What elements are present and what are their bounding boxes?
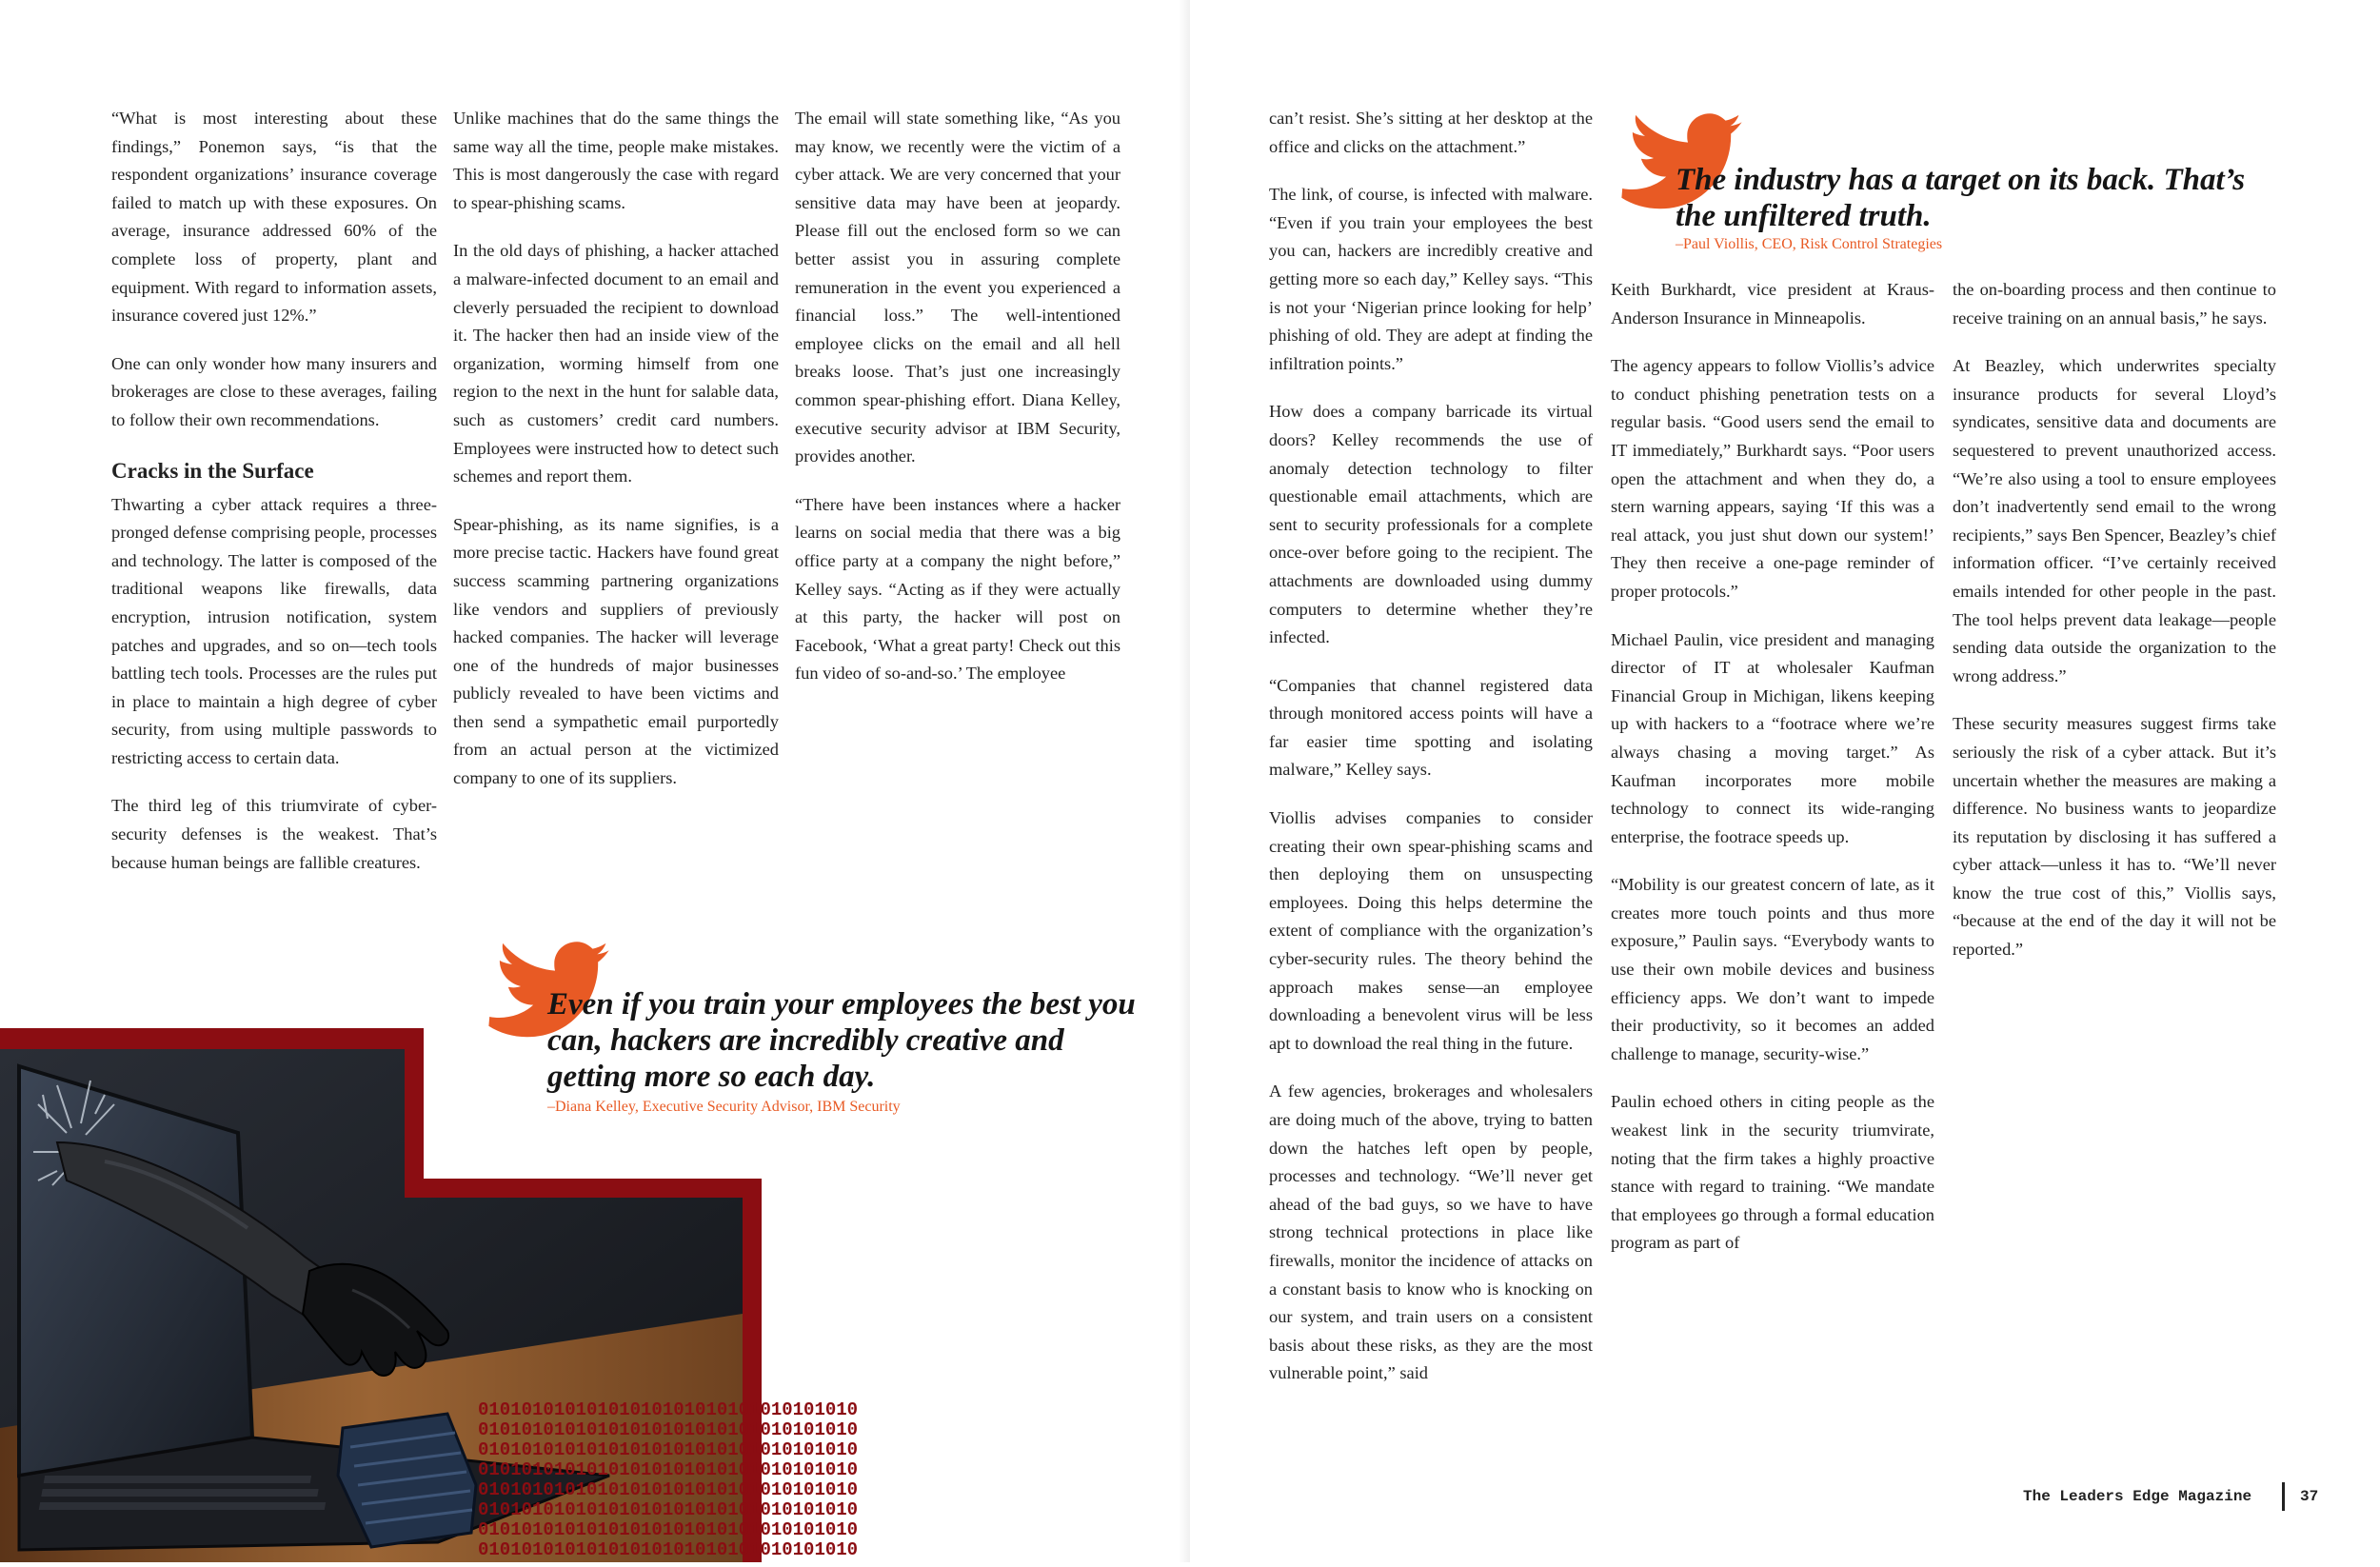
paragraph: Spear-phishing, as its name signifies, is a more precise tactic. Hackers have found great success scamming partnering organizations like vendors and suppliers of previously hacked companies. The hacker will leverage one of the hundreds of major businesses publicly revealed to have been victims and then send a sympathetic email purportedly from an actual person at the victimized company to one of its suppliers. [453, 514, 779, 788]
paragraph: At Beazley, which underwrites specialty insurance products for several Lloyd’s syndicates, sensitive data and documents are sequestered to prevent unauthorized access. “We’re also using a tool to ensure employees don’t inadvertently send email to the wrong recipients,” says Ben Spencer, Beazley’s chief information officer. “I’ve certainly received emails intended for other people in the past. The tool helps prevent data leakage—people sending data outside the organization to the wrong address.” [1953, 356, 2276, 685]
paragraph: can’t resist. She’s sitting at her desktop at the office and clicks on the attachment.” [1269, 109, 1593, 156]
left-page [0, 0, 1190, 1562]
svg-text:010101010101010101010101010101: 01010101010101010101010101010101010 [478, 1419, 859, 1440]
laptop-keyboard [39, 1476, 326, 1510]
paragraph: The third leg of this triumvirate of cyber-security defenses is the weakest. That’s because human beings are fallible creatures. [111, 796, 437, 872]
paragraph: the on-boarding process and then continue to receive training on an annual basis,” he says. [1953, 280, 2276, 327]
paragraph: Keith Burkhardt, vice president at Kraus-Anderson Insurance in Minneapolis. [1611, 280, 1934, 327]
paragraph: The email will state something like, “As you may know, we recently were the victim of a cyber attack. We are very concerned that your sensitive data may have been at jeopardy. Please fill out the enclosed form so we can better assist you in assuring complete remuneration in the event you experienced a financial loss.” The well-intentioned employee clicks on the email and all hell breaks loose. That’s just one increasingly common spear-phishing effort. Diana Kelley, executive security advisor at IBM Security, provides another. [795, 109, 1121, 466]
paragraph: These security measures suggest firms take seriously the risk of a cyber attack. But it’s uncertain whether the measures are making a difference. No business wants to jeopardize its reputation by disclosing it has suffered a cyber attack—unless it has to. “We’ll never know the true cost of this,” Viollis says, “because at the end of the day it will not be reported.” [1953, 714, 2276, 960]
pull-quote-attribution: –Diana Kelley, Executive Security Advisor, IBM Security [547, 1099, 901, 1115]
right-column-3 [1953, 276, 2276, 984]
pull-quote-text: Even if you train your employees the best you can, hackers are incredibly creative and getting more so each day. [547, 987, 1136, 1094]
paragraph: “Companies that channel registered data through monitored access points will have a far easier time spotting and isolating malware,” Kelley says. [1269, 675, 1593, 780]
left-column-2 [453, 105, 779, 813]
magazine-name: The Leaders Edge Magazine [2023, 1488, 2252, 1505]
paragraph: Thwarting a cyber attack requires a three-pronged defense comprising people, processes and technology. The latter is composed of the traditional weapons like firewalls, data encryption, intrusion notification, system patches and upgrades, and so on—tech tools battling tech tools. Processes are the rules put in place to maintain a high degree of cyber security, from using multiple passwords to restricting access to certain data. [111, 494, 437, 767]
right-column-1 [1269, 105, 1593, 1408]
section-heading: Cracks in the Surface [111, 458, 314, 483]
laptop-screen [19, 1066, 252, 1476]
red-frame-step [405, 1028, 424, 1198]
svg-text:010101010101010101010101010101: 01010101010101010101010101010101010 [478, 1459, 859, 1480]
paragraph: Paulin echoed others in citing people as the weakest link in the security triumvirate, noting that the firm takes a highly proactive stance with regard to training. “We mandate that employees go through a formal education program as part of [1611, 1092, 1934, 1253]
paragraph: Michael Paulin, vice president and managing director of IT at wholesaler Kaufman Financial Group in Michigan, likens keeping up with hackers to a “footrace where we’re always chasing a moving target.” As Kaufman incorporates more mobile technology to connect its wide-ranging enterprise, the footrace speeds up. [1611, 629, 1934, 846]
paragraph: The link, of course, is infected with malware. “Even if you train your employees the best you can, hackers are incredibly creative and getting more so each day,” Kelley says. “This is not your ‘Nigerian prince looking for help’ phishing of old. They are adept at finding the infiltration points.” [1269, 185, 1593, 373]
paragraph: In the old days of phishing, a hacker attached a malware-infected document to an email and cleverly persuaded the recipient to download it. The hacker then had an inside view of the organization, worming himself from one region to the next in the hunt for salable data, such as customers’ credit card numbers. Employees were instructed how to detect such schemes and report them. [453, 241, 779, 486]
page-number: 37 [2300, 1488, 2319, 1505]
svg-text:010101010101010101010101010101: 01010101010101010101010101010101010 [478, 1439, 859, 1460]
right-column-2 [1611, 276, 1934, 1278]
pull-quote-attribution: –Paul Viollis, CEO, Risk Control Strategies [1676, 236, 1943, 252]
binary-pattern [478, 1399, 858, 1560]
pull-quote-viollis [1609, 105, 2294, 267]
right-page [1190, 0, 2380, 1562]
pull-quote-text: The industry has a target on its back. That’s the unfiltered truth. [1676, 163, 2246, 233]
paragraph: Unlike machines that do the same things the same way all the time, people make mistakes. This is most dangerously the case with regard to spear-phishing scams. [453, 109, 779, 212]
red-frame-mid [405, 1179, 762, 1198]
left-column-1 [111, 105, 437, 897]
paragraph: The agency appears to follow Viollis’s advice to conduct phishing penetration tests on a regular basis. “Good users send the email to IT immediately,” Burkhardt says. “Poor users open the attachment and when they do, a stern warning appears, saying ‘If this was a real attack, you just shut down our system!’ They then receive a one-page reminder of proper protocols.” [1611, 356, 1934, 601]
paragraph: “Mobility is our greatest concern of late, as it creates more touch points and thus more exposure,” Paulin says. “Everybody wants to use their own mobile devices and business efficiency apps. We don’t want to impede their productivity, so it becomes an added challenge to manage, security-wise.” [1611, 875, 1934, 1063]
left-column-3 [795, 105, 1121, 708]
svg-text:010101010101010101010101010101: 01010101010101010101010101010101010 [478, 1499, 859, 1520]
svg-text:010101010101010101010101010101: 01010101010101010101010101010101010 [478, 1479, 859, 1500]
paragraph: “There have been instances where a hacker learns on social media that there was a big office party at a company the night before,” Kelley says. “Acting as if they were actually at this party, the hacker will post on Facebook, ‘What a great party! Check out this fun video of so-and-so.’ The employee [795, 494, 1121, 684]
paragraph: “What is most interesting about these findings,” Ponemon says, “is that the respondent organizations’ insurance coverage failed to match up with these exposures. On average, insurance addressed 60% of the complete loss of property, plant and equipment. With regard to information assets, insurance covered just 12%.” [111, 109, 437, 326]
pull-quote-kelley [476, 933, 1142, 1142]
paragraph: How does a company barricade its virtual doors? Kelley recommends the use of anomaly detection technology to filter questionable email attachments, which are sent to security professionals for a complete once-over before going to the recipient. The attachments are downloaded using dummy computers to determine whether they’re infected. [1269, 402, 1593, 647]
red-frame-top [0, 1028, 424, 1049]
svg-text:010101010101010101010101010101: 01010101010101010101010101010101010 [478, 1519, 859, 1540]
paragraph: A few agencies, brokerages and wholesalers are doing much of the above, trying to batten down the hatches left open by people, processes and technology. “We’ll never get ahead of the bad guys, so we have to have strong technical protections in place like firewalls, monitor the incidence of attacks on a constant basis to know who is knocking on our system, and train users on a consistent basis about these risks, as they are the most vulnerable point,” said [1269, 1081, 1593, 1383]
paragraph: One can only wonder how many insurers and brokerages are close to these averages, failing to follow their own recommendations. [111, 353, 437, 429]
svg-text:010101010101010101010101010101: 01010101010101010101010101010101010 [478, 1399, 859, 1420]
svg-text:010101010101010101010101010101: 01010101010101010101010101010101010 [478, 1539, 859, 1560]
paragraph: Viollis advises companies to consider creating their own spear-phishing scams and then deploying them on unsuspecting employees. Doing this helps determine the extent of compliance with the organization’s cyber-security rules. The theory behind the approach makes sense—an employee downloading a benevolent virus will be less apt to download the real thing in the future. [1269, 808, 1593, 1053]
footer-divider [2282, 1482, 2285, 1511]
